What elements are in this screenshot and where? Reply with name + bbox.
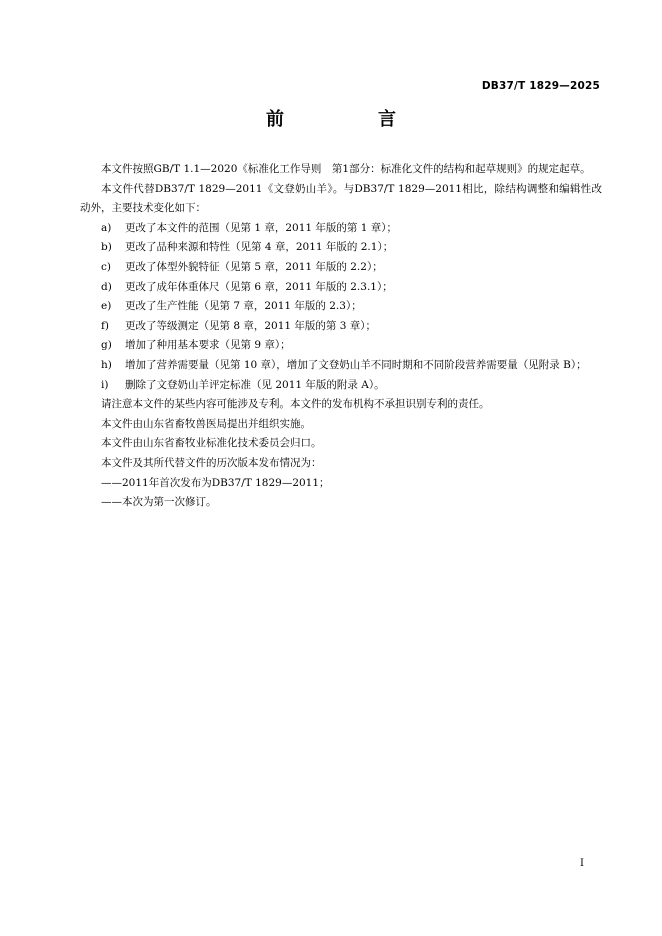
list-item-text: 增加了种用基本要求（见第 9 章）；: [125, 339, 291, 352]
list-item: [80, 297, 602, 317]
history-item: ——2011年首次发布为DB37/T 1829—2011；: [101, 476, 330, 489]
list-item-text: 更改了生产性能（见第 7 章，2011 年版的 2.3）；: [125, 300, 362, 313]
list-item-marker: h): [101, 358, 112, 371]
list-item-text: 更改了本文件的范围（见第 1 章，2011 年版的第 1 章）；: [125, 221, 398, 234]
list-item-marker: b): [101, 241, 112, 254]
list-item-text: 更改了品种来源和特性（见第 4 章，2011 年版的 2.1）；: [125, 241, 394, 254]
page-number: I: [580, 858, 584, 869]
paragraph-drafting-basis: 本文件按照GB/T 1.1—2020《标准化工作导则 第1部分：标准化文件的结构和起草规则》的规定起草。: [101, 163, 591, 175]
paragraph-history-intro: 本文件及其所代替文件的历次版本发布情况为：: [101, 456, 322, 469]
list-item-marker: c): [101, 260, 111, 273]
list-item: [80, 258, 602, 278]
document-code: DB37/T 1829—2025: [481, 80, 600, 92]
list-item-text: 更改了成年体重体尺（见第 6 章，2011 年版的 2.3.1）；: [125, 280, 393, 293]
list-item-marker: f): [101, 319, 109, 332]
list-item: [80, 219, 602, 239]
paragraph-replacement: 本文件代替DB37/T 1829—2011《文登奶山羊》。与DB37/T 1829—2011相比，除结构调整和编辑性改动外，主要技术变化如下：: [80, 182, 602, 215]
foreword-body: [80, 160, 602, 513]
paragraph-committee: 本文件由山东省畜牧业标准化技术委员会归口。: [101, 437, 322, 450]
list-item-text: 更改了体型外貌特征（见第 5 章，2011 年版的 2.2）；: [125, 260, 383, 273]
list-item: [80, 376, 602, 396]
list-item-marker: d): [101, 280, 112, 293]
list-item-text: 更改了等级测定（见第 8 章，2011 年版的第 3 章）；: [125, 319, 377, 332]
list-item-marker: g): [101, 339, 112, 352]
page-title: 前 言: [266, 109, 434, 130]
list-item-text: 删除了文登奶山羊评定标准（见 2011 年版的附录 A）。: [125, 378, 385, 391]
list-item-text: 增加了营养需要量（见第 10 章），增加了文登奶山羊不同时期和不同阶段营养需要量（见附录 B）；: [125, 358, 587, 371]
list-item-marker: i): [101, 378, 109, 391]
paragraph-patent-notice: 请注意本文件的某些内容可能涉及专利。本文件的发布机构不承担识别专利的责任。: [101, 398, 490, 411]
list-item-marker: e): [101, 300, 112, 313]
list-item: [80, 278, 602, 298]
list-item-marker: a): [101, 221, 112, 234]
list-item: [80, 238, 602, 258]
list-item: [80, 356, 602, 376]
list-item: [80, 317, 602, 337]
list-item: [80, 336, 602, 356]
paragraph-proposer: 本文件由山东省畜牧兽医局提出并组织实施。: [101, 417, 311, 430]
history-item: ——本次为第一次修订。: [101, 496, 217, 509]
